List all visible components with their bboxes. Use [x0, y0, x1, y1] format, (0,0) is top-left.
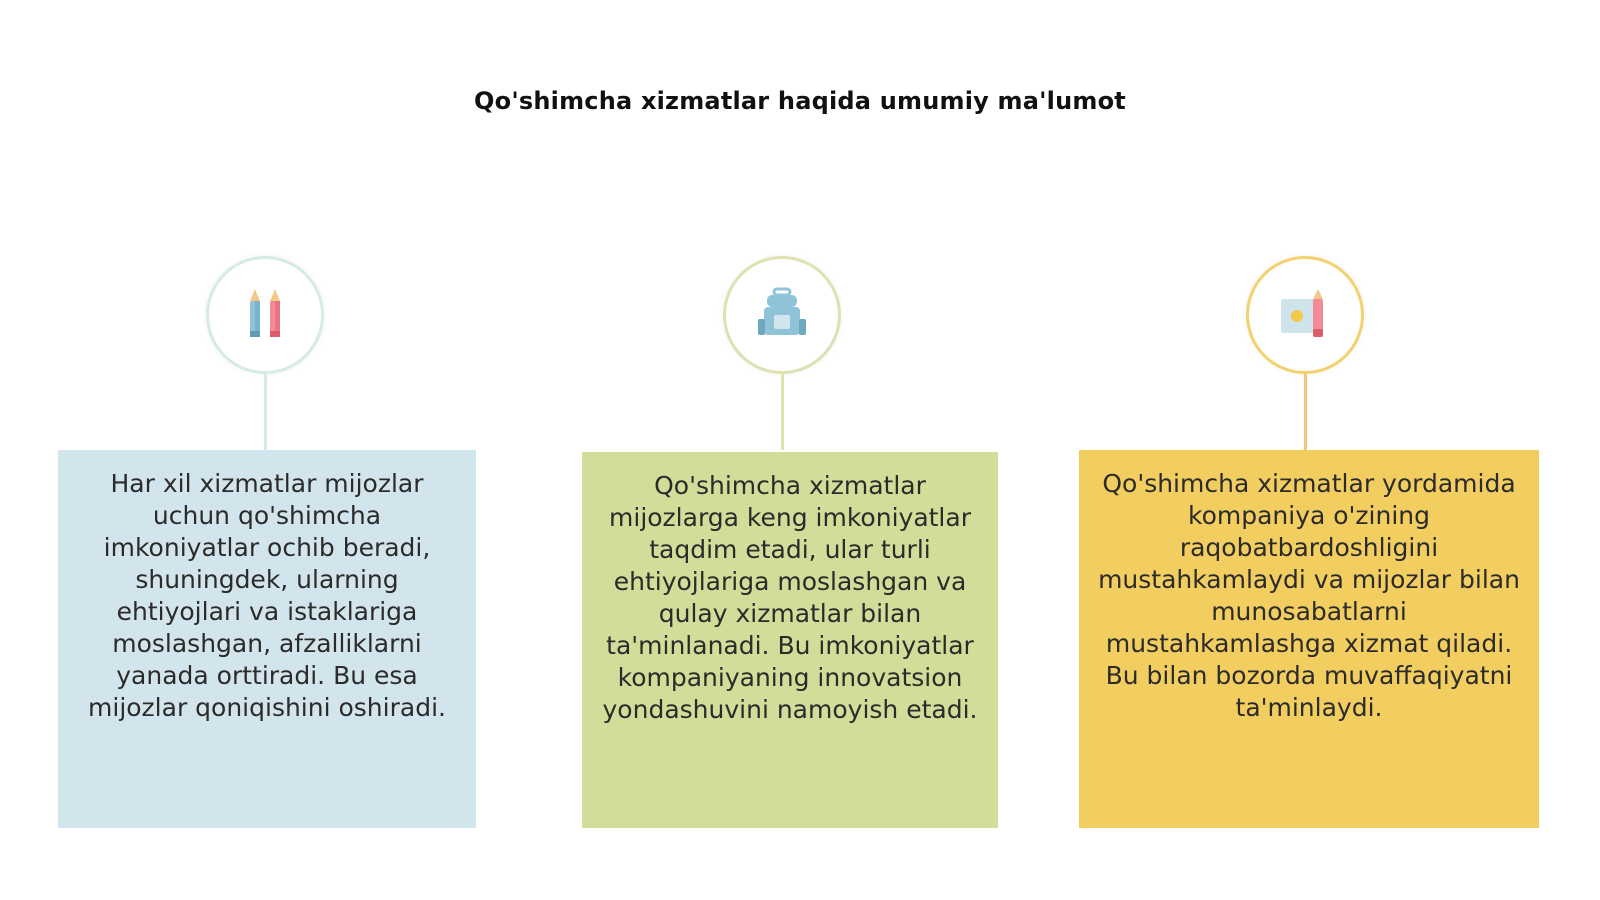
sketchbook-pencil-icon [1273, 283, 1337, 347]
page-title: Qo'shimcha xizmatlar haqida umumiy ma'lumot [474, 87, 1126, 115]
service-card-2 [582, 452, 998, 828]
card-text: Har xil xizmatlar mijozlar uchun qo'shimcha imkoniyatlar ochib beradi, shuningdek, ularning ehtiyojlari va istaklariga moslashgan, afzalliklarni yanada orttiradi. Bu esa mijozlar qoniqishini oshiradi. [88, 469, 446, 722]
icon-circle [723, 256, 841, 374]
connector-line [781, 374, 784, 450]
connector-line [264, 374, 267, 450]
pencils-icon [233, 283, 297, 347]
service-card-1 [58, 450, 476, 828]
connector-line [1304, 374, 1307, 450]
card-text: Qo'shimcha xizmatlar mijozlarga keng imkoniyatlar taqdim etadi, ular turli ehtiyojlariga moslashgan va qulay xizmatlar bilan ta'minlanadi. Bu imkoniyatlar kompaniyaning innovatsion yondashuvini namoyish etadi. [602, 471, 978, 724]
icon-circle [206, 256, 324, 374]
backpack-icon [750, 283, 814, 347]
icon-circle [1246, 256, 1364, 374]
service-card-3 [1079, 450, 1539, 828]
card-text: Qo'shimcha xizmatlar yordamida kompaniya o'zining raqobatbardoshligini mustahkamlaydi va mijozlar bilan munosabatlarni mustahkamlashga xizmat qiladi. Bu bilan bozorda muvaffaqiyatni ta'minlaydi. [1098, 469, 1520, 722]
